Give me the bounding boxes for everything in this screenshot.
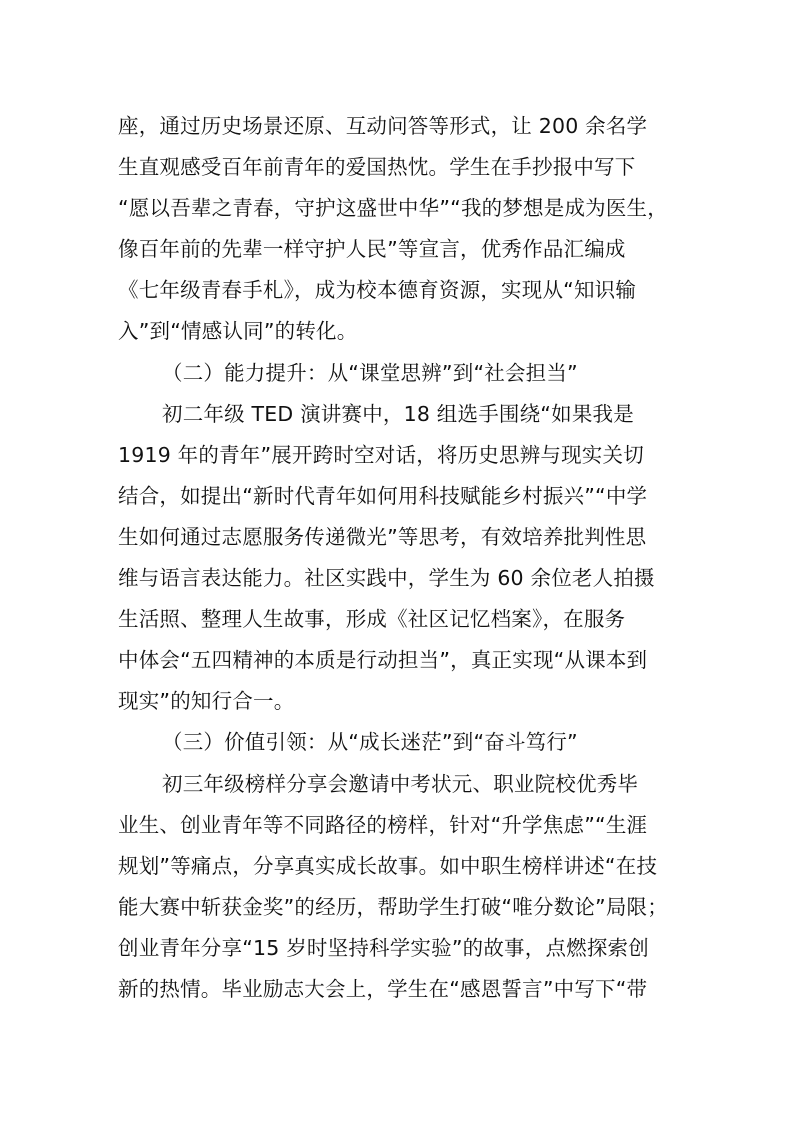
text-line: 维与语言表达能力。社区实践中，学生为 60 余位老人拍摄: [118, 566, 655, 591]
text-line: 入”到“情感认同”的转化。: [118, 319, 358, 344]
text-line: 创业青年分享“15 岁时坚持科学实验”的故事，点燃探索创: [118, 935, 649, 960]
text-line: 业生、创业青年等不同路径的榜样，针对“升学焦虑”“生涯: [118, 812, 648, 837]
text-line: 生活照、整理人生故事，形成《社区记忆档案》，在服务: [118, 607, 626, 632]
text-line: 初二年级 TED 演讲赛中，18 组选手围绕“如果我是: [162, 401, 634, 426]
text-line: “愿以吾辈之青春，守护这盛世中华”“我的梦想是成为医生，: [118, 196, 668, 221]
text-line: （二）能力提升：从“课堂思辨”到“社会担当”: [162, 360, 578, 385]
text-line: 生直观感受百年前青年的爱国热忱。学生在手抄报中写下: [118, 155, 636, 180]
text-line: 新的热情。毕业励志大会上，学生在“感恩誓言”中写下“带: [118, 976, 648, 1001]
text-line: 能大赛中斩获金奖”的经历，帮助学生打破“唯分数论”局限；: [118, 894, 668, 919]
text-line: 规划”等痛点，分享真实成长故事。如中职生榜样讲述“在技: [118, 853, 658, 878]
text-line: 结合，如提出“新时代青年如何用科技赋能乡村振兴”“中学: [118, 483, 648, 508]
text-line: 《七年级青春手札》，成为校本德育资源，实现从“知识输: [118, 278, 637, 303]
text-line: 生如何通过志愿服务传递微光”等思考，有效培养批判性思: [118, 524, 647, 549]
text-line: 1919 年的青年”展开跨时空对话，将历史思辨与现实关切: [118, 442, 644, 467]
text-line: 现实”的知行合一。: [118, 689, 295, 714]
text-line: 像百年前的先辈一样守护人民”等宣言，优秀作品汇编成: [118, 237, 626, 262]
text-line: 座，通过历史场景还原、互动问答等形式，让 200 余名学: [118, 114, 648, 138]
text-line: 初三年级榜样分享会邀请中考状元、职业院校优秀毕: [162, 771, 639, 796]
body-text: [118, 106, 678, 1010]
text-line: 中体会“五四精神的本质是行动担当”，真正实现“从课本到: [118, 648, 648, 673]
text-line: （三）价值引领：从“成长迷茫”到“奋斗笃行”: [162, 730, 578, 755]
